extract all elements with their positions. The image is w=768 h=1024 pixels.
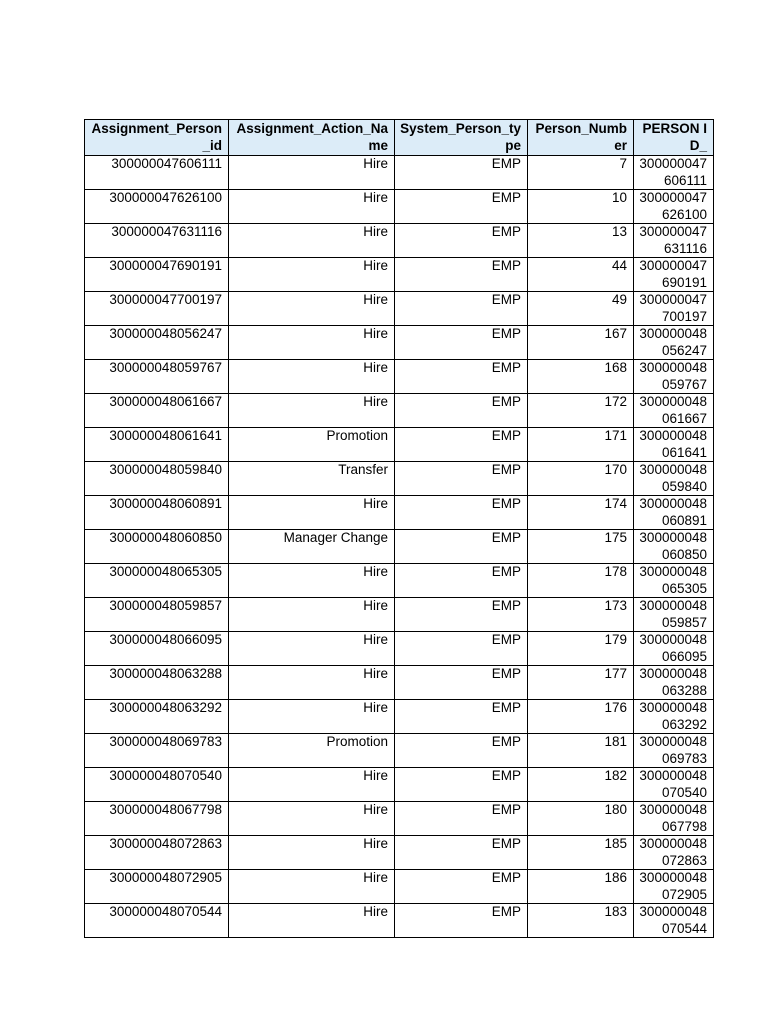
table-row [85, 632, 714, 666]
cell-assignment-action-name: Hire [229, 224, 395, 258]
cell-person-id: 300000048065305 [634, 564, 714, 598]
cell-system-person-type: EMP [395, 360, 528, 394]
cell-assignment-person-id: 300000048061641 [85, 428, 229, 462]
cell-person-id: 300000047700197 [634, 292, 714, 326]
header-assignment-action-name: Assignment_Action_Name [229, 120, 395, 156]
cell-person-id: 300000048072863 [634, 836, 714, 870]
cell-assignment-action-name: Manager Change [229, 530, 395, 564]
cell-assignment-action-name: Hire [229, 836, 395, 870]
cell-assignment-action-name: Hire [229, 564, 395, 598]
cell-person-id: 300000048059857 [634, 598, 714, 632]
cell-person-id: 300000047606111 [634, 156, 714, 190]
cell-person-number: 172 [528, 394, 634, 428]
cell-person-id: 300000048070544 [634, 904, 714, 938]
table-row [85, 700, 714, 734]
cell-assignment-person-id: 300000048065305 [85, 564, 229, 598]
cell-system-person-type: EMP [395, 190, 528, 224]
cell-person-id: 300000048072905 [634, 870, 714, 904]
cell-assignment-person-id: 300000047626100 [85, 190, 229, 224]
cell-assignment-person-id: 300000048059857 [85, 598, 229, 632]
cell-person-number: 10 [528, 190, 634, 224]
cell-person-number: 186 [528, 870, 634, 904]
cell-system-person-type: EMP [395, 802, 528, 836]
cell-assignment-person-id: 300000048063288 [85, 666, 229, 700]
cell-system-person-type: EMP [395, 462, 528, 496]
cell-system-person-type: EMP [395, 666, 528, 700]
cell-assignment-action-name: Transfer [229, 462, 395, 496]
cell-person-id: 300000048059840 [634, 462, 714, 496]
cell-person-number: 44 [528, 258, 634, 292]
cell-person-id: 300000047690191 [634, 258, 714, 292]
cell-person-number: 167 [528, 326, 634, 360]
cell-assignment-action-name: Promotion [229, 734, 395, 768]
cell-system-person-type: EMP [395, 496, 528, 530]
cell-assignment-action-name: Hire [229, 632, 395, 666]
table-row [85, 904, 714, 938]
cell-system-person-type: EMP [395, 870, 528, 904]
cell-system-person-type: EMP [395, 598, 528, 632]
cell-assignment-person-id: 300000048063292 [85, 700, 229, 734]
cell-assignment-person-id: 300000048061667 [85, 394, 229, 428]
cell-person-id: 300000048066095 [634, 632, 714, 666]
cell-person-id: 300000048060891 [634, 496, 714, 530]
table-row [85, 360, 714, 394]
cell-assignment-action-name: Hire [229, 292, 395, 326]
cell-person-number: 180 [528, 802, 634, 836]
table-row [85, 190, 714, 224]
cell-person-number: 177 [528, 666, 634, 700]
cell-assignment-person-id: 300000048066095 [85, 632, 229, 666]
cell-person-id: 300000048063288 [634, 666, 714, 700]
cell-person-id: 300000048069783 [634, 734, 714, 768]
cell-system-person-type: EMP [395, 904, 528, 938]
table-row [85, 802, 714, 836]
cell-person-number: 174 [528, 496, 634, 530]
cell-person-number: 13 [528, 224, 634, 258]
cell-assignment-action-name: Hire [229, 326, 395, 360]
table-row [85, 394, 714, 428]
cell-assignment-person-id: 300000047700197 [85, 292, 229, 326]
cell-assignment-action-name: Hire [229, 360, 395, 394]
header-assignment-person-id: Assignment_Person_id [85, 120, 229, 156]
cell-person-number: 7 [528, 156, 634, 190]
table-row [85, 870, 714, 904]
table-header [85, 120, 714, 156]
cell-assignment-person-id: 300000048072905 [85, 870, 229, 904]
cell-system-person-type: EMP [395, 394, 528, 428]
cell-assignment-action-name: Hire [229, 598, 395, 632]
cell-assignment-person-id: 300000048070540 [85, 768, 229, 802]
header-person-number: Person_Number [528, 120, 634, 156]
cell-assignment-action-name: Hire [229, 904, 395, 938]
cell-person-id: 300000048060850 [634, 530, 714, 564]
cell-system-person-type: EMP [395, 292, 528, 326]
table-row [85, 462, 714, 496]
cell-assignment-person-id: 300000048060891 [85, 496, 229, 530]
assignment-table [84, 119, 714, 938]
cell-person-number: 176 [528, 700, 634, 734]
table-body [85, 156, 714, 938]
cell-assignment-person-id: 300000048059767 [85, 360, 229, 394]
cell-person-number: 181 [528, 734, 634, 768]
cell-person-number: 183 [528, 904, 634, 938]
table-row [85, 564, 714, 598]
cell-person-number: 182 [528, 768, 634, 802]
cell-system-person-type: EMP [395, 632, 528, 666]
table-row [85, 428, 714, 462]
cell-assignment-action-name: Promotion [229, 428, 395, 462]
cell-person-number: 175 [528, 530, 634, 564]
cell-assignment-person-id: 300000048059840 [85, 462, 229, 496]
cell-person-number: 185 [528, 836, 634, 870]
cell-system-person-type: EMP [395, 836, 528, 870]
cell-person-id: 300000048061667 [634, 394, 714, 428]
cell-system-person-type: EMP [395, 700, 528, 734]
cell-person-number: 173 [528, 598, 634, 632]
cell-system-person-type: EMP [395, 258, 528, 292]
cell-person-number: 49 [528, 292, 634, 326]
cell-assignment-person-id: 300000048069783 [85, 734, 229, 768]
cell-assignment-action-name: Hire [229, 802, 395, 836]
cell-assignment-action-name: Hire [229, 496, 395, 530]
cell-person-id: 300000048070540 [634, 768, 714, 802]
cell-assignment-action-name: Hire [229, 768, 395, 802]
table-row [85, 836, 714, 870]
cell-system-person-type: EMP [395, 224, 528, 258]
cell-assignment-person-id: 300000048060850 [85, 530, 229, 564]
header-row [85, 120, 714, 156]
cell-person-number: 178 [528, 564, 634, 598]
cell-system-person-type: EMP [395, 428, 528, 462]
table-row [85, 530, 714, 564]
cell-system-person-type: EMP [395, 156, 528, 190]
cell-assignment-person-id: 300000048067798 [85, 802, 229, 836]
cell-person-number: 179 [528, 632, 634, 666]
cell-assignment-action-name: Hire [229, 394, 395, 428]
cell-assignment-person-id: 300000047631116 [85, 224, 229, 258]
cell-person-id: 300000047626100 [634, 190, 714, 224]
cell-system-person-type: EMP [395, 734, 528, 768]
cell-person-id: 300000048063292 [634, 700, 714, 734]
cell-person-id: 300000048067798 [634, 802, 714, 836]
table-row [85, 326, 714, 360]
cell-person-number: 170 [528, 462, 634, 496]
table-row [85, 768, 714, 802]
cell-assignment-person-id: 300000047606111 [85, 156, 229, 190]
cell-system-person-type: EMP [395, 768, 528, 802]
cell-system-person-type: EMP [395, 564, 528, 598]
cell-person-id: 300000048059767 [634, 360, 714, 394]
cell-assignment-action-name: Hire [229, 156, 395, 190]
cell-assignment-action-name: Hire [229, 258, 395, 292]
cell-person-number: 171 [528, 428, 634, 462]
cell-person-id: 300000047631116 [634, 224, 714, 258]
cell-assignment-action-name: Hire [229, 190, 395, 224]
cell-person-number: 168 [528, 360, 634, 394]
table-row [85, 666, 714, 700]
cell-assignment-action-name: Hire [229, 870, 395, 904]
table-row [85, 496, 714, 530]
cell-system-person-type: EMP [395, 530, 528, 564]
cell-assignment-person-id: 300000048056247 [85, 326, 229, 360]
cell-system-person-type: EMP [395, 326, 528, 360]
cell-assignment-action-name: Hire [229, 666, 395, 700]
table-row [85, 292, 714, 326]
cell-assignment-person-id: 300000048072863 [85, 836, 229, 870]
table-row [85, 258, 714, 292]
table-row [85, 734, 714, 768]
header-system-person-type: System_Person_type [395, 120, 528, 156]
cell-assignment-action-name: Hire [229, 700, 395, 734]
cell-assignment-person-id: 300000047690191 [85, 258, 229, 292]
cell-assignment-person-id: 300000048070544 [85, 904, 229, 938]
header-person-id: PERSON ID_ [634, 120, 714, 156]
table-row [85, 224, 714, 258]
cell-person-id: 300000048056247 [634, 326, 714, 360]
table-row [85, 156, 714, 190]
table-row [85, 598, 714, 632]
cell-person-id: 300000048061641 [634, 428, 714, 462]
